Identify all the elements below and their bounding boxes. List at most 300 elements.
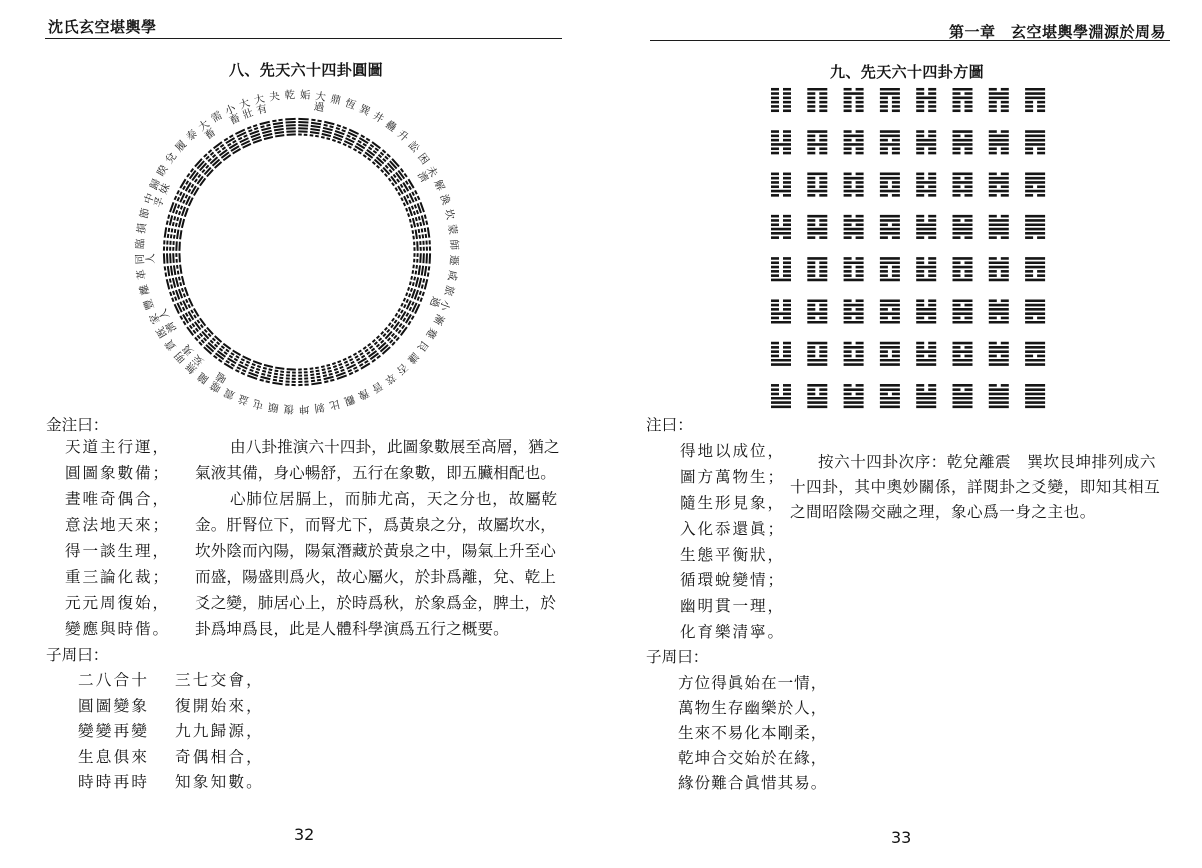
circle-hexagram-label: 泰 (183, 127, 200, 144)
left-zizhou-line: 圓圖變象 (78, 697, 150, 715)
yin-line-segment (351, 362, 354, 364)
yang-line (260, 122, 270, 125)
circle-hexagram (321, 122, 335, 140)
circle-hexagram-label: 小過 (428, 294, 453, 313)
square-hexagram (771, 174, 791, 196)
yang-line (195, 322, 201, 330)
yin-line-segment (272, 121, 276, 122)
left-prose-line: 而盛，陽盛則爲火，故心屬火，於卦爲離，兌、乾上 (195, 568, 556, 586)
yang-line (253, 140, 262, 143)
yang-line (174, 265, 175, 275)
square-hexagram (771, 89, 791, 111)
yin-line-segment (337, 125, 341, 126)
yin-line-segment (166, 273, 167, 277)
circle-hexagram-label: 臨 (133, 238, 145, 251)
yin-line-segment (213, 155, 216, 158)
yin-line-segment (188, 189, 190, 192)
yin-line-segment (413, 282, 414, 286)
yin-line-segment (415, 197, 417, 201)
yin-line-segment (348, 370, 352, 372)
yang-line (428, 227, 430, 237)
yin-line-segment (407, 195, 409, 198)
square-hexagram (771, 132, 791, 154)
left-commentary-heading: 金注曰： (46, 416, 109, 434)
left-prose-line: 卦爲坤爲艮，此是人體科學演爲五行之概要。 (195, 620, 509, 638)
yin-line-segment (201, 340, 204, 343)
yin-line-segment (206, 165, 209, 168)
yin-line-segment (425, 215, 426, 219)
yin-line-segment (389, 323, 391, 326)
yin-line-segment (242, 370, 246, 372)
circle-hexagram (175, 190, 193, 206)
circle-hexagram (406, 202, 424, 217)
yang-line (413, 218, 415, 227)
yin-line-segment (204, 338, 207, 341)
yin-line-segment (412, 206, 413, 210)
square-hexagram (1025, 385, 1045, 407)
yin-line-segment (403, 318, 405, 321)
yin-line-segment (279, 378, 283, 379)
yin-line-segment (186, 299, 188, 302)
yin-line-segment (341, 370, 345, 371)
square-hexagram (807, 174, 827, 196)
left-verse-line: 天道主行運， (65, 438, 170, 456)
circle-hexagram-label: 復 (283, 404, 296, 416)
yin-line-segment (180, 192, 182, 196)
yin-line-segment (392, 318, 394, 321)
circle-hexagram-label: 大有 (251, 92, 269, 116)
square-hexagram (880, 89, 900, 111)
circle-hexagram-label: 頤 (267, 401, 281, 415)
yin-line-segment (353, 149, 356, 151)
yin-line-segment (332, 140, 335, 141)
yin-line-segment (348, 146, 351, 148)
yin-line-segment (226, 361, 229, 363)
yin-line-segment (327, 138, 330, 139)
yin-line-segment (261, 126, 265, 127)
circular-hexagram-diagram (0, 0, 600, 425)
yin-line-segment (169, 228, 170, 232)
right-header-rule (650, 40, 1170, 41)
left-prose-line: 氣液其備，身心暢舒，五行在象數，即五臟相配也。 (195, 464, 556, 482)
circle-hexagram (285, 369, 296, 385)
yin-line-segment (415, 190, 417, 194)
yin-line-segment (177, 197, 179, 201)
yin-line-segment (398, 330, 400, 333)
square-hexagram (953, 343, 973, 365)
left-zizhou-line: 時時再時 (78, 773, 150, 791)
circle-hexagram-label: 歸妹 (147, 176, 172, 197)
yin-line-segment (343, 359, 346, 361)
circle-hexagram-label: 旅 (443, 283, 457, 298)
square-hexagram (807, 385, 827, 407)
square-hexagram (989, 258, 1009, 280)
circle-hexagram-label: 大過 (311, 89, 327, 113)
circle-hexagram-label: 豐 (141, 297, 156, 313)
yin-line-segment (191, 169, 193, 172)
circle-hexagram-label: 家人 (147, 307, 172, 328)
yin-line-segment (324, 125, 328, 126)
yin-line-segment (385, 156, 388, 159)
yin-line-segment (217, 342, 220, 344)
yang-line (285, 119, 295, 120)
yin-line-segment (392, 342, 395, 345)
yin-line-segment (409, 294, 410, 297)
circle-hexagram (170, 287, 188, 302)
square-hexagram (880, 174, 900, 196)
yang-line (215, 336, 222, 342)
square-hexagram (807, 216, 827, 238)
yin-line-segment (224, 352, 227, 354)
square-hexagram (1025, 89, 1045, 111)
yin-line-segment (372, 359, 375, 361)
circle-hexagram-label: 升 (394, 127, 411, 144)
square-hexagram (880, 301, 900, 323)
yang-line (272, 383, 282, 385)
right-verse-line: 得地以成位， (680, 442, 785, 460)
yang-line (416, 230, 417, 239)
circle-hexagram (175, 298, 193, 314)
square-hexagram (1025, 343, 1045, 365)
yin-line-segment (280, 371, 284, 372)
yin-line-segment (213, 338, 216, 340)
yin-line-segment (381, 340, 384, 343)
yin-line-segment (208, 150, 211, 153)
yin-line-segment (404, 203, 406, 206)
yin-line-segment (338, 142, 341, 143)
yin-line-segment (417, 223, 418, 227)
yin-line-segment (406, 299, 408, 302)
yin-line-segment (401, 310, 403, 313)
circle-hexagram-label: 需 (208, 109, 224, 125)
yin-line-segment (411, 288, 412, 291)
circle-hexagram-label: 未濟 (415, 163, 440, 185)
circle-hexagram (410, 276, 428, 290)
yin-line-segment (398, 315, 400, 318)
circle-hexagram-label: 損 (134, 222, 148, 236)
yin-line-segment (193, 330, 195, 333)
circle-hexagram-label: 恆 (342, 96, 358, 111)
square-hexagram (844, 258, 864, 280)
left-running-header: 沈氏玄空堪輿學 (48, 18, 157, 36)
yin-line-segment (231, 364, 234, 366)
yin-line-segment (411, 224, 412, 227)
yin-line-segment (280, 375, 284, 376)
yin-line-segment (426, 234, 427, 238)
yin-line-segment (423, 279, 424, 283)
yang-line (168, 266, 169, 276)
circle-hexagram-label: 同人 (133, 252, 156, 266)
yin-line-segment (368, 344, 371, 346)
yin-line-segment (355, 356, 358, 358)
yin-line-segment (375, 148, 378, 150)
left-verse-line: 元元周復始， (65, 594, 170, 612)
yin-line-segment (393, 174, 395, 177)
yin-line-segment (310, 135, 314, 136)
yin-line-segment (371, 348, 374, 350)
circle-hexagram-label: 遯 (449, 253, 461, 266)
yin-line-segment (394, 320, 396, 323)
yin-line-segment (247, 127, 251, 128)
square-hexagram (1025, 216, 1045, 238)
right-figure-title: 九、先天六十四卦方圖 (830, 63, 985, 81)
yin-line-segment (408, 287, 409, 290)
yin-line-segment (250, 370, 254, 371)
yin-line-segment (385, 328, 387, 331)
right-verse-line: 入化忝還眞； (680, 520, 785, 538)
yang-line (311, 383, 321, 385)
yin-line-segment (321, 366, 324, 367)
circle-hexagram (343, 356, 359, 374)
yin-line-segment (165, 266, 166, 270)
yang-line (173, 278, 175, 288)
yang-line (419, 278, 421, 288)
yin-line-segment (261, 374, 265, 375)
yang-line (164, 253, 165, 263)
yin-line-segment (199, 342, 202, 345)
yin-line-segment (189, 318, 191, 321)
left-zizhou-heading: 子周曰： (46, 646, 109, 664)
yin-line-segment (413, 270, 414, 274)
yin-line-segment (422, 229, 423, 233)
yin-line-segment (401, 184, 403, 187)
yin-line-segment (420, 235, 421, 239)
yang-line (274, 129, 284, 130)
yin-line-segment (176, 210, 177, 214)
yang-line (311, 123, 321, 124)
yin-line-segment (167, 221, 168, 225)
yang-line (275, 368, 284, 369)
circle-hexagram-label: 鼎 (328, 92, 343, 106)
yang-line (310, 132, 319, 133)
yin-line-segment (317, 377, 321, 378)
yang-line (264, 137, 273, 139)
circle-hexagram (332, 361, 347, 379)
yin-line-segment (254, 128, 258, 129)
yin-line-segment (412, 192, 414, 196)
circle-hexagram-label: 咸 (446, 268, 460, 282)
right-verse-line: 圖方萬物生； (680, 468, 785, 486)
square-hexagram (844, 132, 864, 154)
yin-line-segment (274, 377, 278, 378)
right-zizhou-line: 緣份難合眞惜其易。 (678, 774, 828, 792)
yang-line (179, 218, 181, 227)
yin-line-segment (315, 136, 319, 137)
yin-line-segment (181, 206, 182, 210)
circle-hexagram-label: 訟 (405, 138, 422, 155)
yin-line-segment (416, 271, 417, 275)
square-hexagram (916, 89, 936, 111)
yin-line-segment (201, 325, 203, 328)
yin-line-segment (183, 200, 185, 203)
yin-line-segment (184, 294, 185, 297)
square-hexagram (916, 301, 936, 323)
square-hexagram (916, 174, 936, 196)
circle-hexagram-label: 大畜 (195, 117, 218, 142)
right-running-header: 第一章 玄空堪輿學淵源於周易 (948, 23, 1166, 41)
yin-line-segment (370, 145, 373, 147)
yin-line-segment (335, 372, 339, 373)
circle-hexagram-label: 乾 (283, 88, 296, 100)
circle-hexagram-label: 睽 (154, 163, 170, 179)
yin-line-segment (401, 198, 403, 201)
circle-hexagram (285, 119, 296, 135)
yin-line-segment (182, 288, 183, 291)
yin-line-segment (349, 359, 352, 361)
yin-line-segment (175, 196, 177, 200)
yin-line-segment (186, 313, 188, 316)
circle-hexagram-label: 比 (328, 398, 343, 412)
yang-line (324, 377, 334, 379)
yang-line (419, 265, 420, 275)
yin-line-segment (190, 325, 192, 328)
circle-hexagram-label: 明夷 (172, 342, 196, 366)
circle-hexagram-label: 離 (137, 283, 151, 298)
yin-line-segment (406, 313, 408, 316)
circle-hexagram-label: 萃 (383, 370, 399, 387)
yin-line-segment (324, 381, 328, 382)
square-hexagram (953, 258, 973, 280)
yin-line-segment (410, 219, 411, 222)
circle-hexagram-label: 渙 (438, 191, 453, 207)
yin-line-segment (396, 328, 398, 331)
circle-hexagram (165, 227, 182, 240)
yang-line (409, 207, 412, 216)
yang-line (264, 365, 273, 367)
circle-hexagram (247, 361, 262, 379)
left-zizhou-line: 三七交會， (175, 671, 264, 689)
circle-hexagram-label: 豫 (356, 387, 373, 402)
yin-line-segment (268, 372, 272, 373)
yin-line-segment (346, 364, 349, 366)
left-prose-line: 心肺位居膈上，而肺尤高，天之分也，故屬乾 (230, 490, 558, 508)
yin-line-segment (426, 221, 427, 225)
yin-line-segment (311, 381, 315, 382)
yin-line-segment (358, 350, 361, 352)
yin-line-segment (379, 338, 382, 340)
circle-hexagram-label: 觀 (342, 393, 358, 408)
yin-line-segment (317, 380, 321, 381)
yin-line-segment (353, 367, 357, 369)
yin-line-segment (246, 361, 249, 363)
yin-line-segment (367, 352, 370, 354)
circle-hexagram (164, 253, 180, 264)
right-zizhou-heading: 子周曰： (646, 648, 709, 666)
yin-line-segment (413, 230, 414, 234)
circle-hexagram (412, 264, 429, 277)
yin-line-segment (398, 308, 400, 311)
yang-line (177, 230, 178, 239)
yin-line-segment (416, 217, 417, 221)
yin-line-segment (420, 291, 421, 295)
yin-line-segment (399, 324, 401, 327)
yin-line-segment (192, 324, 194, 327)
yin-line-segment (390, 340, 393, 343)
yin-line-segment (178, 271, 179, 275)
yang-line (185, 208, 188, 217)
circle-hexagram-label: 巽 (356, 102, 373, 117)
yin-line-segment (348, 356, 351, 358)
left-verse-line: 變應與時偕。 (65, 620, 170, 638)
yang-line (185, 287, 188, 296)
yin-line-segment (413, 236, 414, 240)
yin-line-segment (410, 307, 412, 311)
left-verse-line: 圓圖象數備； (65, 464, 170, 482)
yin-line-segment (275, 371, 279, 372)
yin-line-segment (412, 302, 414, 306)
right-page-number: 33 (891, 828, 912, 847)
square-hexagram (844, 385, 864, 407)
yin-line-segment (238, 138, 242, 140)
yin-line-segment (423, 234, 424, 238)
yin-line-segment (366, 138, 370, 140)
yin-line-segment (175, 229, 176, 233)
yin-line-segment (401, 169, 403, 172)
yin-line-segment (422, 285, 423, 289)
left-zizhou-line: 復開始來， (175, 697, 264, 715)
yin-line-segment (368, 158, 371, 160)
yin-line-segment (173, 291, 174, 295)
yin-line-segment (387, 330, 389, 333)
yin-line-segment (180, 302, 182, 306)
yang-line (261, 128, 271, 130)
yin-line-segment (310, 371, 314, 372)
yin-line-segment (412, 316, 414, 320)
yin-line-segment (365, 349, 368, 351)
yang-line (273, 123, 283, 124)
circle-hexagram (343, 130, 359, 148)
circle-hexagram (272, 120, 285, 137)
square-hexagram (989, 216, 1009, 238)
yin-line-segment (172, 298, 173, 302)
yin-line-segment (353, 353, 356, 355)
yin-line-segment (404, 298, 406, 301)
yin-line-segment (195, 337, 198, 340)
circle-hexagram (170, 202, 188, 217)
yin-line-segment (208, 334, 210, 337)
circle-hexagram-label: 益 (236, 393, 252, 408)
yin-line-segment (375, 342, 378, 344)
yin-line-segment (332, 363, 335, 364)
left-zizhou-line: 九九歸源， (175, 722, 264, 740)
yin-line-segment (206, 156, 209, 159)
yin-line-segment (260, 380, 264, 381)
square-hexagram (916, 343, 936, 365)
circle-hexagram-label: 既濟 (154, 319, 179, 341)
yang-line (425, 279, 428, 289)
yin-line-segment (389, 178, 391, 181)
square-hexagram (771, 258, 791, 280)
square-hexagram (807, 132, 827, 154)
circle-hexagram (247, 125, 262, 143)
circle-hexagram-label: 兌 (162, 150, 179, 166)
yin-line-segment (255, 372, 259, 373)
circle-hexagram-label: 困 (415, 150, 432, 166)
yang-line (310, 129, 320, 130)
yang-line (385, 331, 391, 338)
yin-line-segment (339, 364, 342, 365)
left-zizhou-line: 二八合十 (78, 671, 150, 689)
yang-line (202, 331, 208, 338)
yin-line-segment (219, 348, 222, 350)
circle-hexagram-label: 晉 (370, 379, 386, 395)
yin-line-segment (363, 144, 366, 146)
yin-line-segment (358, 152, 361, 154)
yin-line-segment (217, 151, 220, 153)
right-verse-line: 幽明貫一理， (680, 597, 785, 615)
square-hexagram (916, 385, 936, 407)
yin-line-segment (382, 150, 385, 153)
